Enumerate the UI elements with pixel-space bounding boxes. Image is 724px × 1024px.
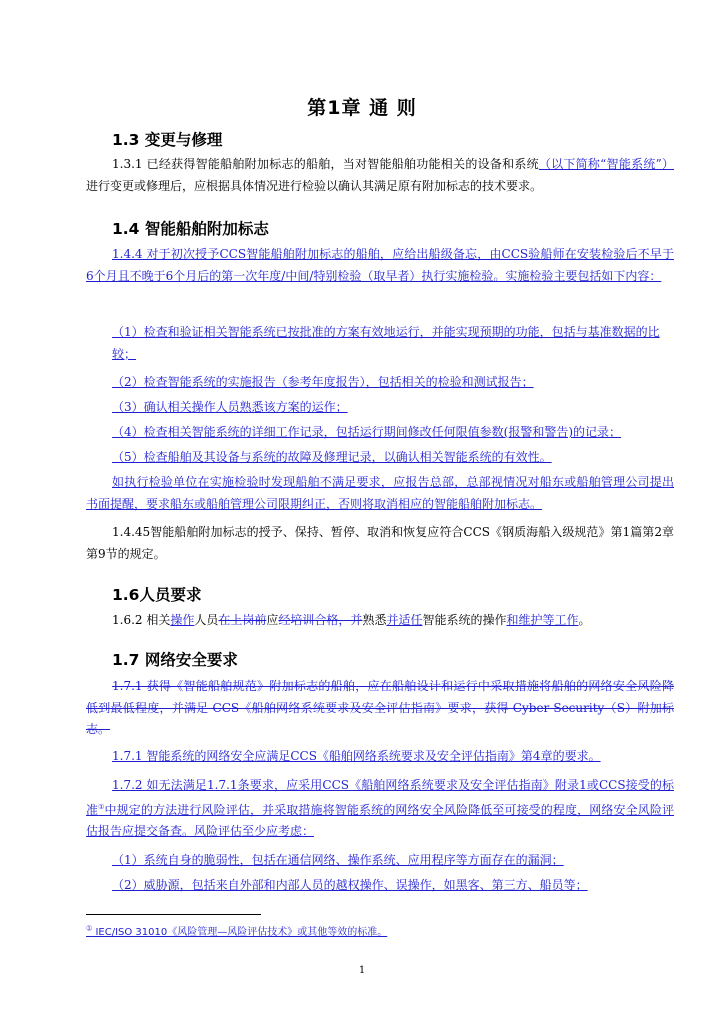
paragraph-text: 熟悉 [362,613,387,627]
paragraph-text: 1.6.2 相关 [112,613,171,627]
paragraph-text: 中规定的方法进行风险评估，并采取措施将智能系统的网络安全风险降低至可接受的程度，网络安全风险评估报告应提交备查。风险评估至少应考虑： [86,802,674,838]
paragraph-text: 智能系统的操作 [422,613,507,627]
deleted-paragraph-1-7-1: 1.7.1 获得《智能船舶规范》附加标志的船舶，应在船舶设计和运行中采取措施将船舶的网络安全风险降低到最低程度，并满足 CCS《船舶网络系统要求及安全评估指南》要求，获得 Cyber Security（S）附加标志。 [86,679,674,736]
paragraph-text: 1.3.1 已经获得智能船舶附加标志的船舶，当对智能船舶功能相关的设备和系统 [112,157,539,171]
revised-text: 并适任 [386,613,423,627]
section-heading-1-6: 1.6人员要求 [112,586,202,604]
list-item: （1）检查和验证相关智能系统已按批准的方案有效地运行，并能实现预期的功能，包括与基准数据的比较； [112,325,660,361]
clause-number: 1.4.45 [112,525,151,539]
paragraph-inspection-note: 如执行检验单位在实施检验时发现船舶不满足要求，应报告总部，总部视情况对船东或船舶管理公司提出书面提醒，要求船东或船舶管理公司限期纠正，否则将取消相应的智能船舶附加标志。 [86,475,674,511]
paragraph-text: 人员 [194,613,219,627]
paragraph-1-6-2 [86,610,674,632]
paragraph-1-4-4: 1.4.4 对于初次授予CCS智能船舶附加标志的船舶，应给出船级备忘，由CCS验船师在安装检验后不早于6个月且不晚于6个月后的第一次年度/中间/特别检验（取早者）执行实施检验。实施检验主要包括如下内容： [86,247,674,283]
footnote-text: IEC/ISO 31010《风险管理—风险评估技术》或其他等效的标准。 [95,927,388,938]
paragraph-1-3-1 [86,154,674,197]
chapter-title: 第1章 通 则 [307,97,417,119]
revised-text: （以下简称“智能系统”） [538,157,674,171]
paragraph-text: 进行变更或修理后，应根据具体情况进行检验以确认其满足原有附加标志的技术要求。 [86,178,543,193]
revised-text: 操作 [170,613,195,627]
paragraph-text: 应 [266,613,279,627]
list-item: （5）检查船舶及其设备与系统的故障及修理记录，以确认相关智能系统的有效性。 [112,450,552,464]
list-item: （2）威胁源，包括来自外部和内部人员的越权操作、误操作，如黑客、第三方、船员等； [112,878,588,892]
list-item: （2）检查智能系统的实施报告（参考年度报告），包括相关的检验和测试报告； [112,375,534,389]
paragraph-text: 智能船舶附加标志的授予、保持、暂停、取消和恢复应符合CCS《钢质海船入级规范》第1篇第2章第9节的规定。 [86,525,674,561]
deleted-text: 经培训合格，并 [278,613,363,627]
footnote-divider [86,914,261,915]
paragraph-1-7-2 [86,775,674,843]
footnote-mark: ① [86,924,93,933]
footnote [86,923,387,938]
list-item: （3）确认相关操作人员熟悉该方案的运作； [112,400,348,414]
list-item: （4）检查相关智能系统的详细工作记录，包括运行期间修改任何限值参数(报警和警告)的记录； [112,425,622,439]
section-heading-1-7: 1.7 网络安全要求 [112,651,238,669]
section-heading-1-3: 1.3 变更与修理 [112,131,223,149]
deleted-text: 在上岗前 [218,613,267,627]
list-item: （1）系统自身的脆弱性，包括在通信网络、操作系统、应用程序等方面存在的漏洞； [112,853,564,867]
paragraph-text: 1.7.2 如无法满足1.7.1条要求，应采用CCS《船舶网络系统要求及安全评估指南》附录1或CCS接受的标准 [86,778,674,817]
paragraph-1-4-5 [86,522,674,565]
paragraph-1-7-1: 1.7.1 智能系统的网络安全应满足CCS《船舶网络系统要求及安全评估指南》第4章的要求。 [112,749,601,763]
footnote-reference[interactable]: ① [98,802,105,811]
page-number: 1 [358,965,366,976]
section-heading-1-4: 1.4 智能船舶附加标志 [112,220,269,238]
paragraph-text: 。 [578,613,591,627]
revised-text: 和维护等工作 [506,613,579,627]
